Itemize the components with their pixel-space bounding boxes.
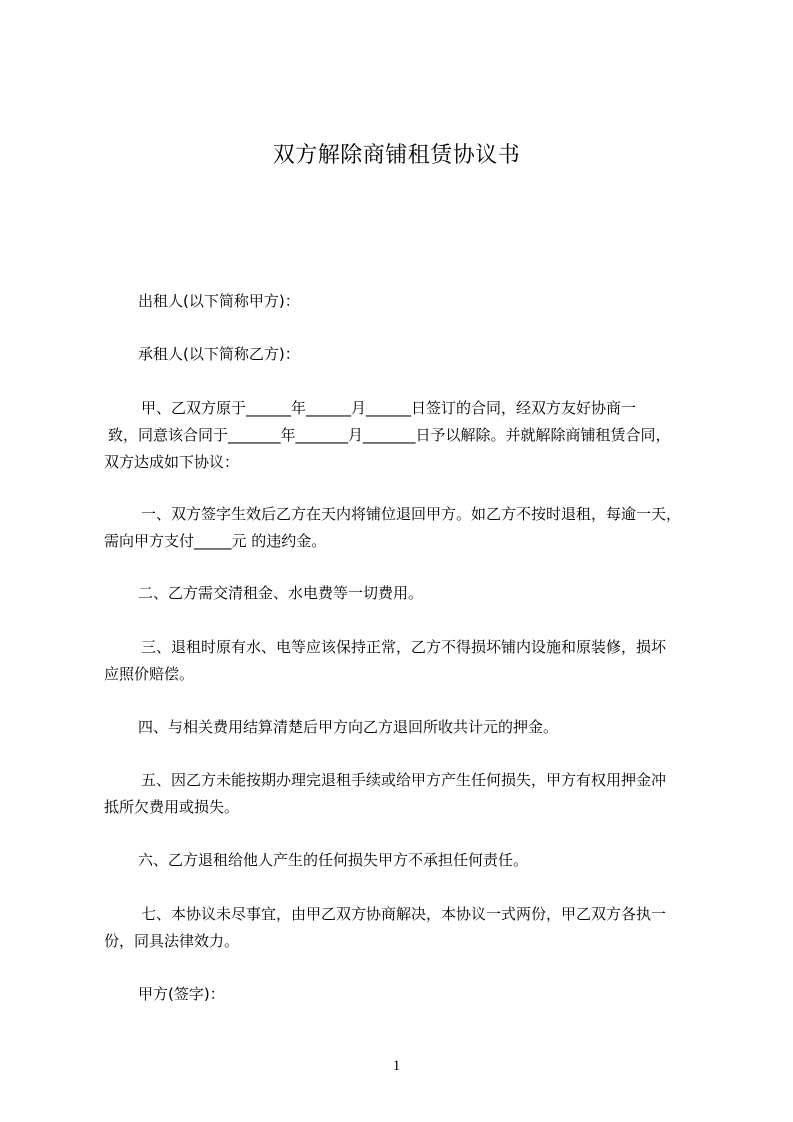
clause-5-line-1: 五、因乙方未能按期办理完退租手续或给甲方产生任何损失，甲方有权用押金冲 bbox=[141, 771, 667, 789]
clause-6-line-1: 六、乙方退租给他人产生的任何损失甲方不承担任何责任。 bbox=[138, 851, 529, 869]
document-title: 双方解除商铺租赁协议书 bbox=[272, 143, 521, 168]
clause-4-line-1: 四、与相关费用结算清楚后甲方向乙方退回所收共计元的押金。 bbox=[138, 718, 559, 736]
signature-party-a bbox=[104, 981, 704, 1008]
clause-1-line-2: 需向甲方支付_____元 的违约金。 bbox=[104, 532, 327, 550]
clause-3 bbox=[104, 634, 704, 688]
lessor-text: 出租人(以下简称甲方)： bbox=[138, 292, 300, 310]
clause-7-line-1: 七、本协议未尽事宜，由甲乙双方协商解决，本协议一式两份，甲乙双方各执一 bbox=[141, 905, 667, 923]
clause-7-line-2: 份，同具法律效力。 bbox=[104, 932, 240, 950]
intro-paragraph bbox=[104, 395, 704, 476]
intro-line-3: 双方达成如下协议： bbox=[104, 453, 240, 471]
clause-3-line-1: 三、退租时原有水、电等应该保持正常，乙方不得损坏铺内设施和原装修，损坏 bbox=[141, 638, 667, 656]
clause-3-line-2: 应照价赔偿。 bbox=[104, 665, 195, 683]
clause-7 bbox=[104, 901, 704, 955]
clause-4 bbox=[104, 714, 704, 741]
clause-5 bbox=[104, 767, 704, 821]
lessee-text: 承租人(以下简称乙方)： bbox=[138, 345, 300, 363]
signature-party-a-text: 甲方(签字)： bbox=[138, 985, 225, 1003]
intro-line-2: 致，同意该合同于_______年_______月_______日予以解除。并就解除商铺租赁合同， bbox=[108, 426, 671, 444]
clause-2 bbox=[104, 580, 704, 607]
clause-1-line-1: 一、双方签字生效后乙方在天内将铺位退回甲方。如乙方不按时退租，每逾一天， bbox=[141, 505, 682, 523]
clause-1 bbox=[104, 501, 704, 555]
lessee-line bbox=[104, 341, 704, 368]
clause-6 bbox=[104, 847, 704, 874]
clause-2-line-1: 二、乙方需交清租金、水电费等一切费用。 bbox=[138, 584, 424, 602]
intro-line-1: 甲、乙双方原于______年______月______日签订的合同，经双方友好协商一 bbox=[141, 399, 637, 417]
lessor-line bbox=[104, 288, 704, 315]
clause-5-line-2: 抵所欠费用或损失。 bbox=[104, 798, 240, 816]
page-number: 1 bbox=[392, 1058, 401, 1074]
